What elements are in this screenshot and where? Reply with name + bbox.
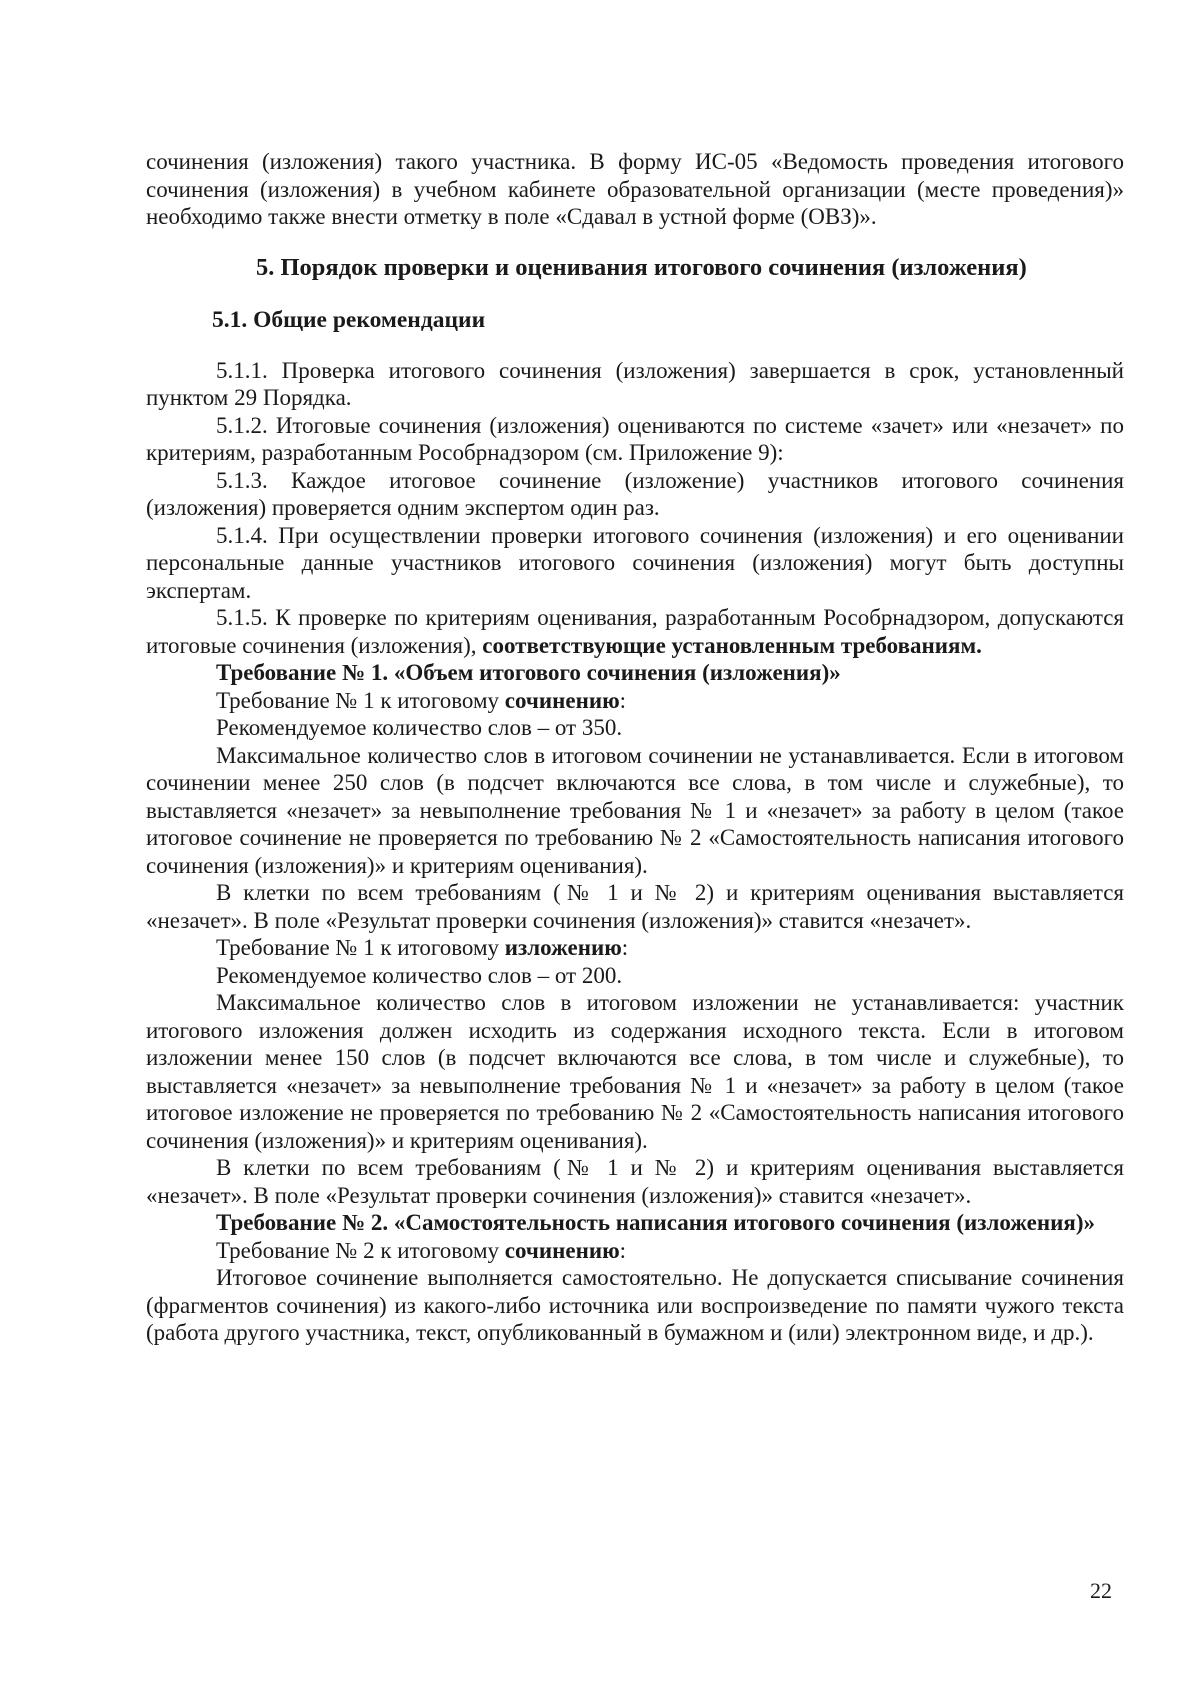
- page-number: 22: [1090, 1578, 1112, 1603]
- req2-essay-colon: :: [619, 1237, 627, 1263]
- requirement-1-summary-line: [146, 934, 1124, 962]
- req1-essay-bold: сочинению: [504, 687, 620, 713]
- paragraph-continuation: сочинения (изложения) такого участника. В форму ИС-05 «Ведомость проведения итогового сочинения (изложения) в учебном кабинете образовательной организации (месте проведения)» необходимо также внести отметку в поле «Сдавал в устной форме (ОВЗ)».: [146, 149, 1124, 229]
- req2-essay-text: Требование № 2 к итоговому: [216, 1237, 505, 1263]
- requirement-1-essay-paragraph: Максимальное количество слов в итоговом сочинении не устанавливается. Если в итоговом сочинении менее 250 слов (в подсчет включаются все слова, в том числе и служебные), то выставляется «незачет» за невыполнение требования № 1 и «незачет» за работу в целом (такое итоговое сочинение не проверяется по требованию № 2 «Самостоятельность написания итогового сочинения (изложения)» и критериям оценивания).: [146, 742, 1124, 878]
- paragraph-5-1-5-text: 5.1.5. К проверке по критериям оценивания, разработанным Рособрнадзором, допускаются итоговые сочинения (изложения),: [146, 605, 1124, 658]
- paragraph-5-1-5-bold: соответствующие установленным требованиям.: [482, 632, 982, 658]
- paragraph-5-1-2: 5.1.2. Итоговые сочинения (изложения) оцениваются по системе «зачет» или «незачет» по критериям, разработанным Рособрнадзором (см. Приложение 9):: [146, 412, 1124, 465]
- requirement-1-summary-words: Рекомендуемое количество слов – от 200.: [216, 962, 623, 988]
- req1-essay-text: Требование № 1 к итоговому: [216, 687, 505, 713]
- paragraph-5-1-5: [146, 604, 1124, 659]
- requirement-1-title: [146, 659, 1124, 687]
- requirement-2-title: [146, 1209, 1124, 1237]
- req2-essay-bold: сочинению: [504, 1237, 620, 1263]
- requirement-2-title-text: Требование № 2. «Самостоятельность написания итогового сочинения (изложения)»: [216, 1210, 1095, 1235]
- req1-summary-colon: :: [621, 935, 629, 960]
- req1-summary-text: Требование № 1 к итоговому: [216, 935, 505, 960]
- req1-essay-colon: :: [619, 687, 627, 713]
- requirement-1-essay-cells: В клетки по всем требованиям (№ 1 и № 2) и критериям оценивания выставляется «незачет». В поле «Результат проверки сочинения (изложения)» ставится «незачет».: [146, 880, 1124, 933]
- req1-summary-bold: изложению: [504, 935, 622, 960]
- section-heading-5: 5. Порядок проверки и оценивания итогового сочинения (изложения): [256, 253, 1027, 281]
- requirement-1-essay-line: [146, 687, 1124, 715]
- page-body: [146, 148, 1124, 1347]
- requirement-1-essay-words: Рекомендуемое количество слов – от 350.: [216, 715, 623, 740]
- paragraph-5-1-1: 5.1.1. Проверка итогового сочинения (изложения) завершается в срок, установленный пунктом 29 Порядка.: [146, 357, 1124, 410]
- paragraph-5-1-4: 5.1.4. При осуществлении проверки итогового сочинения (изложения) и его оценивании персональные данные участников итогового сочинения (изложения) могут быть доступны экспертам.: [146, 522, 1124, 603]
- paragraph-5-1-3: 5.1.3. Каждое итоговое сочинение (изложение) участников итогового сочинения (изложения) проверяется одним экспертом один раз.: [146, 467, 1124, 520]
- requirement-2-essay-paragraph: Итоговое сочинение выполняется самостоятельно. Не допускается списывание сочинения (фрагментов сочинения) из какого-либо источника или воспроизведение по памяти чужого текста (работа другого участника, текст, опубликованный в бумажном и (или) электронном виде, и др.).: [146, 1265, 1124, 1345]
- requirement-2-essay-line: [146, 1237, 1124, 1265]
- requirement-1-summary-paragraph: Максимальное количество слов в итоговом изложении не устанавливается: участник итогового изложения должен исходить из содержания исходного текста. Если в итоговом изложении менее 150 слов (в подсчет включаются все слова, в том числе и служебные), то выставляется «незачет» за невыполнение требования № 1 и «незачет» за работу в целом (такое итоговое изложение не проверяется по требованию № 2 «Самостоятельность написания итогового сочинения (изложения)» и критериям оценивания).: [146, 990, 1124, 1153]
- requirement-1-title-text: Требование № 1. «Объем итогового сочинения (изложения)»: [216, 660, 841, 685]
- requirement-1-summary-cells: В клетки по всем требованиям (№ 1 и № 2) и критериям оценивания выставляется «незачет». В поле «Результат проверки сочинения (изложения)» ставится «незачет».: [146, 1155, 1124, 1208]
- subsection-heading-5-1: 5.1. Общие рекомендации: [212, 306, 486, 333]
